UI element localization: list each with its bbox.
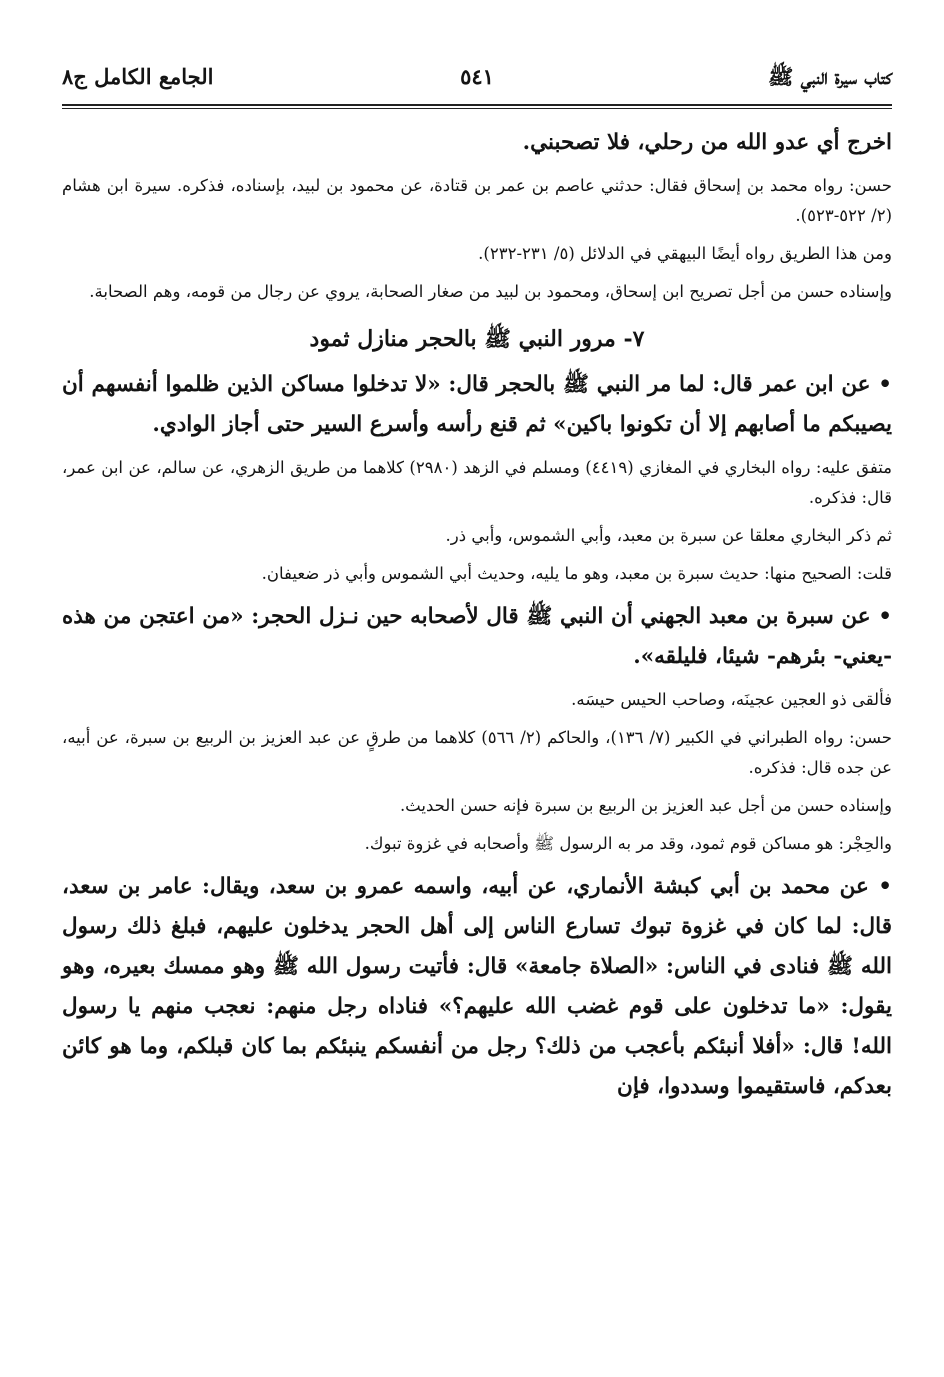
note-paragraph: ثم ذكر البخاري معلقا عن سبرة بن معبد، وأبي الشموس، وأبي ذر.: [445, 526, 892, 545]
page-header: [62, 58, 892, 98]
section-heading: ٧- مرور النبي ﷺ بالحجر منازل ثمود: [309, 326, 645, 352]
note-paragraph: ومن هذا الطريق رواه أيضًا البيهقي في الدلائل (٥/ ٢٣١-٢٣٢).: [478, 244, 892, 263]
hadith-grading: متفق عليه: رواه البخاري في المغازي (٤٤١٩) ومسلم في الزهد (٢٩٨٠) كلاهما من طريق الزهري، عن سالم، عن ابن عمر، قال: فذكره.: [62, 458, 893, 507]
hadith-text: • عن ابن عمر قال: لما مر النبي ﷺ بالحجر قال: «لا تدخلوا مساكن الذين ظلموا أنفسهم أن يصيبكم ما أصابهم إلا أن تكونوا باكين» ثم قنع رأسه وأسرع السير حتى أجاز الوادي.: [62, 372, 892, 437]
header-book-title: كتاب سيرة النبي ﷺ: [767, 64, 892, 89]
page-number: ٥٤١: [460, 64, 494, 89]
note-paragraph: وإسناده حسن من أجل تصريح ابن إسحاق، ومحمود بن لبيد من صغار الصحابة، يروي عن رجال من قومه، وهم الصحابة.: [89, 282, 892, 301]
hadith-grading: حسن: رواه محمد بن إسحاق فقال: حدثني عاصم بن عمر بن قتادة، عن محمود بن لبيد، بإسناده، فذكره. سيرة ابن هشام (٢/ ٥٢٢-٥٢٣).: [62, 176, 892, 225]
hadith-grading: حسن: رواه الطبراني في الكبير (٧/ ١٣٦)، والحاكم (٢/ ٥٦٦) كلاهما من طرقٍ عن عبد العزيز بن الربيع بن سبرة، عن أبيه، عن جده قال: فذكره.: [62, 728, 892, 777]
page-body: [62, 123, 892, 1107]
text-line: اخرج أي عدو الله من رحلي، فلا تصحبني.: [522, 130, 892, 155]
note-paragraph: والحِجْر: هو مساكن قوم ثمود، وقد مر به الرسول ﷺ وأصحابه في غزوة تبوك.: [364, 834, 892, 853]
note-paragraph: فألقى ذو العجين عجينَه، وصاحب الحيس حيسَه.: [571, 690, 892, 709]
hadith-text: • عن محمد بن أبي كبشة الأنماري، عن أبيه، واسمه عمرو بن سعد، ويقال: عامر بن سعد، قال: لما كان في غزوة تبوك تسارع الناس إلى أهل الحجر يدخلون عليهم، فبلغ ذلك رسول الله ﷺ فنادى في الناس: «الصلاة جامعة» قال: فأتيت رسول الله ﷺ وهو ممسك بعيره، وهو يقول: «ما تدخلون على قوم غضب الله عليهم؟» فناداه رجل منهم: نعجب منهم يا رسول الله! قال: «أفلا أنبئكم بأعجب من ذلك؟ رجل من أنفسكم ينبئكم بما كان قبلكم، وما هو كائن بعدكم، فاستقيموا وسددوا، فإن: [62, 874, 892, 1099]
header-volume-title: الجامع الكامل ج٨: [62, 64, 214, 89]
header-rule-thin: [62, 108, 892, 109]
note-paragraph: قلت: الصحيح منها: حديث سبرة بن معبد، وهو ما يليه، وحديث أبي الشموس وأبي ذر ضعيفان.: [261, 564, 892, 583]
header-rule: [62, 104, 892, 106]
book-page: [62, 58, 892, 1368]
note-paragraph: وإسناده حسن من أجل عبد العزيز بن الربيع بن سبرة فإنه حسن الحديث.: [399, 796, 892, 815]
hadith-text: • عن سبرة بن معبد الجهني أن النبي ﷺ قال لأصحابه حين نـزل الحجر: «من اعتجن من هذه -يعني- بئرهم- شيئا، فليلقه».: [62, 604, 892, 669]
